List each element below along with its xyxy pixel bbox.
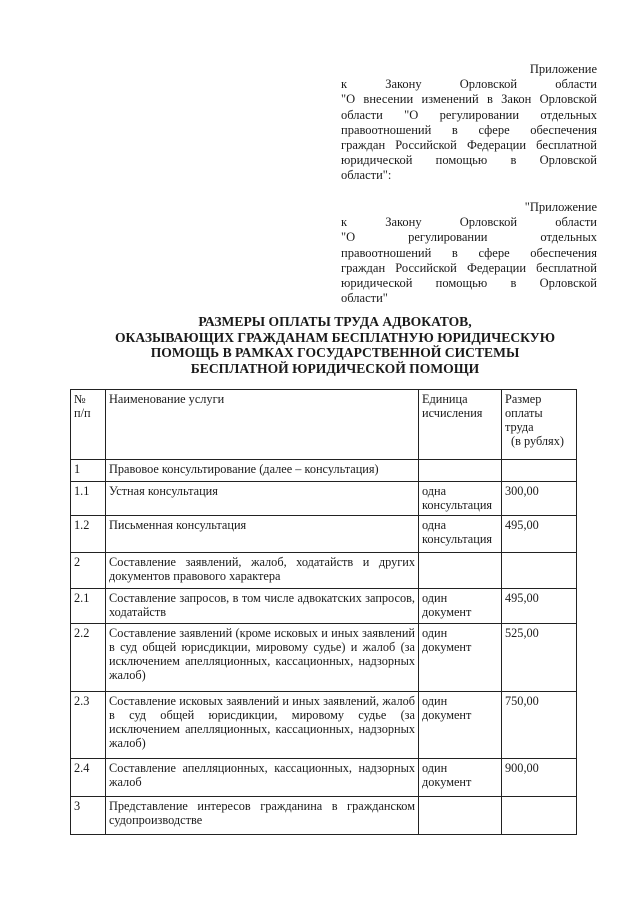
annex-outer-line: к Закону Орловской области <box>341 77 597 92</box>
annex-inner-line: граждан Российской Федерации бесплатной <box>341 260 597 275</box>
row-price: 750,00 <box>502 692 577 759</box>
table-row <box>71 482 577 516</box>
header-num-line: п/п <box>74 406 91 420</box>
table-row <box>71 759 577 797</box>
header-price-line: труда <box>505 420 534 434</box>
table-row <box>71 553 577 589</box>
annex-outer-line: области": <box>341 168 392 183</box>
row-name: Представление интересов гражданина в гражданском судопроизводстве <box>106 797 419 835</box>
row-unit: одна консультация <box>419 482 502 516</box>
header-unit-line: исчисления <box>422 406 483 420</box>
annex-outer-line: правоотношений в сфере обеспечения <box>341 122 597 137</box>
annex-outer-line: юридической помощью в Орловской <box>341 153 597 168</box>
row-num: 1 <box>71 460 106 482</box>
row-unit <box>419 797 502 835</box>
annex-outer-line: граждан Российской Федерации бесплатной <box>341 138 597 153</box>
table-row <box>71 516 577 553</box>
row-name: Составление заявлений (кроме исковых и иных заявлений в суд общей юрисдикции, мировому судье) и жалоб (за исключением апелляционных, кассационных, надзорных жалоб) <box>106 624 419 692</box>
row-price <box>502 460 577 482</box>
row-unit: один документ <box>419 589 502 624</box>
table-header-row <box>71 390 577 460</box>
row-num: 3 <box>71 797 106 835</box>
row-price: 495,00 <box>502 589 577 624</box>
row-price: 300,00 <box>502 482 577 516</box>
row-name: Составление заявлений, жалоб, ходатайств и других документов правового характера <box>106 553 419 589</box>
row-name: Правовое консультирование (далее – консультация) <box>106 460 419 482</box>
annex-inner <box>341 200 597 306</box>
annex-inner-line: юридической помощью в Орловской <box>341 276 597 291</box>
row-unit: один документ <box>419 759 502 797</box>
row-price <box>502 553 577 589</box>
annex-inner-line: правоотношений в сфере обеспечения <box>341 245 597 260</box>
row-name: Письменная консультация <box>106 516 419 553</box>
annex-outer-line: "О внесении изменений в Закон Орловской <box>341 92 597 107</box>
row-unit: одна консультация <box>419 516 502 553</box>
header-price-line: оплаты <box>505 406 543 420</box>
header-price <box>502 390 577 460</box>
row-name: Составление исковых заявлений и иных заявлений, жалоб в суд общей юрисдикции, мировому судье (за исключением апелляционных, кассационных, надзорных жалоб) <box>106 692 419 759</box>
row-price: 900,00 <box>502 759 577 797</box>
header-num-line: № <box>74 392 86 406</box>
annex-outer-heading: Приложение <box>529 62 597 76</box>
row-price: 495,00 <box>502 516 577 553</box>
annex-inner-line: к Закону Орловской области <box>341 215 597 230</box>
row-name: Устная консультация <box>106 482 419 516</box>
annex-inner-line: "О регулировании отдельных <box>341 230 597 245</box>
annex-outer <box>341 62 597 184</box>
document-title <box>100 314 570 376</box>
header-name: Наименование услуги <box>106 390 419 460</box>
row-num: 2 <box>71 553 106 589</box>
header-num <box>71 390 106 460</box>
title-line: РАЗМЕРЫ ОПЛАТЫ ТРУДА АДВОКАТОВ, <box>198 314 472 329</box>
row-num: 2.1 <box>71 589 106 624</box>
row-price: 525,00 <box>502 624 577 692</box>
row-unit: один документ <box>419 624 502 692</box>
header-price-line: Размер <box>505 392 542 406</box>
table-row <box>71 460 577 482</box>
row-num: 2.2 <box>71 624 106 692</box>
title-line: БЕСПЛАТНОЙ ЮРИДИЧЕСКОЙ ПОМОЩИ <box>190 360 480 376</box>
header-unit <box>419 390 502 460</box>
fees-table <box>70 389 577 835</box>
annex-outer-line: области "О регулировании отдельных <box>341 107 597 122</box>
table-row <box>71 624 577 692</box>
table-row <box>71 692 577 759</box>
row-unit <box>419 460 502 482</box>
row-price <box>502 797 577 835</box>
row-unit <box>419 553 502 589</box>
header-price-line: (в рублях) <box>511 434 564 448</box>
table-row <box>71 797 577 835</box>
row-name: Составление апелляционных, кассационных, надзорных жалоб <box>106 759 419 797</box>
annex-inner-line: области" <box>341 291 388 306</box>
header-unit-line: Единица <box>422 392 468 406</box>
row-unit: один документ <box>419 692 502 759</box>
row-name: Составление запросов, в том числе адвокатских запросов, ходатайств <box>106 589 419 624</box>
annex-inner-heading: "Приложение <box>524 200 597 214</box>
title-line: ПОМОЩЬ В РАМКАХ ГОСУДАРСТВЕННОЙ СИСТЕМЫ <box>150 345 520 361</box>
title-line: ОКАЗЫВАЮЩИХ ГРАЖДАНАМ БЕСПЛАТНУЮ ЮРИДИЧЕСКУЮ <box>114 329 556 345</box>
table-row <box>71 589 577 624</box>
row-num: 1.1 <box>71 482 106 516</box>
row-num: 2.3 <box>71 692 106 759</box>
row-num: 1.2 <box>71 516 106 553</box>
row-num: 2.4 <box>71 759 106 797</box>
